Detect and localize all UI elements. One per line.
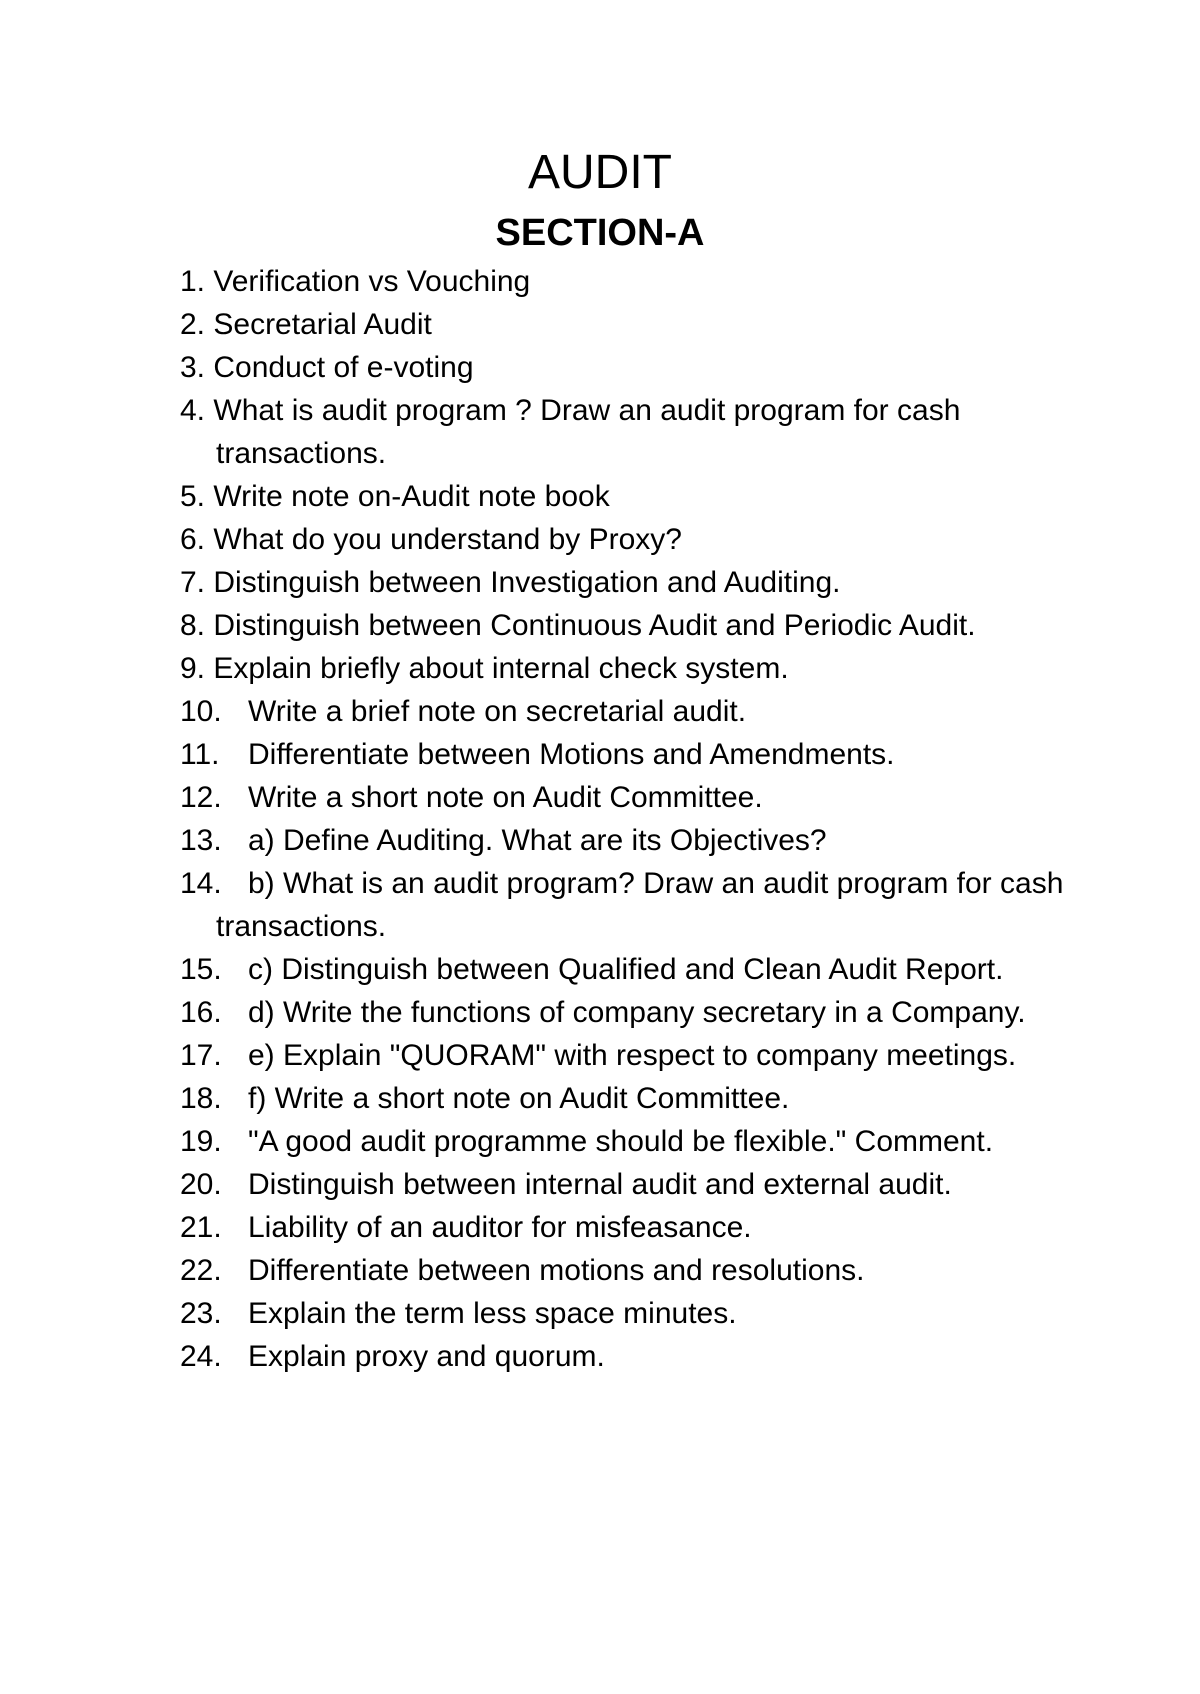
question-item (180, 647, 1080, 690)
question-item (180, 561, 1080, 604)
question-item (180, 1292, 1080, 1335)
question-number: 7. (180, 566, 206, 599)
question-item (180, 1120, 1080, 1163)
question-number: 16. (180, 996, 222, 1029)
question-item (180, 991, 1080, 1034)
question-text: Explain briefly about internal check system. (213, 652, 789, 685)
question-number: 15. (180, 953, 222, 986)
question-item (180, 819, 1080, 862)
question-text: "A good audit programme should be flexible." Comment. (248, 1125, 994, 1158)
question-item (180, 1335, 1080, 1378)
question-item (180, 260, 1080, 303)
question-number: 12. (180, 781, 222, 814)
question-text: d) Write the functions of company secretary in a Company. (248, 996, 1026, 1029)
section-heading: SECTION-A (495, 212, 705, 254)
question-text: Write a brief note on secretarial audit. (248, 695, 747, 728)
question-item (180, 475, 1080, 518)
question-text: Distinguish between internal audit and external audit. (248, 1168, 952, 1201)
question-text: Distinguish between Continuous Audit and Periodic Audit. (213, 609, 976, 642)
question-number: 17. (180, 1039, 222, 1072)
question-list (180, 260, 1080, 1378)
question-item (180, 733, 1080, 776)
question-number: 9. (180, 652, 206, 685)
question-text: Distinguish between Investigation and Auditing. (213, 566, 841, 599)
question-item (180, 690, 1080, 733)
question-text: Liability of an auditor for misfeasance. (248, 1211, 752, 1244)
question-number: 2. (180, 308, 206, 341)
question-number: 10. (180, 695, 222, 728)
question-item (180, 346, 1080, 389)
question-text: Secretarial Audit (213, 308, 432, 341)
question-number: 18. (180, 1082, 222, 1115)
question-item (180, 604, 1080, 647)
question-item (180, 1077, 1080, 1120)
question-number: 11. (180, 738, 220, 771)
question-text: e) Explain "QUORAM" with respect to company meetings. (248, 1039, 1017, 1072)
question-text: c) Distinguish between Qualified and Clean Audit Report. (248, 953, 1004, 986)
question-item (180, 389, 1080, 475)
question-text: What is audit program ? Draw an audit program for cash transactions. (213, 394, 961, 470)
question-text: Verification vs Vouching (213, 265, 531, 298)
question-text: f) Write a short note on Audit Committee. (248, 1082, 790, 1115)
question-number: 22. (180, 1254, 222, 1287)
question-number: 4. (180, 394, 206, 427)
question-number: 24. (180, 1340, 222, 1373)
question-text: Differentiate between Motions and Amendments. (248, 738, 895, 771)
question-item (180, 1249, 1080, 1292)
question-number: 13. (180, 824, 222, 857)
question-number: 8. (180, 609, 206, 642)
question-item (180, 518, 1080, 561)
question-item (180, 1034, 1080, 1077)
question-number: 14. (180, 867, 222, 900)
document-title: AUDIT (528, 146, 672, 199)
question-number: 5. (180, 480, 206, 513)
question-item (180, 303, 1080, 346)
question-number: 19. (180, 1125, 222, 1158)
question-item (180, 862, 1080, 948)
question-item (180, 1163, 1080, 1206)
question-item (180, 1206, 1080, 1249)
question-number: 20. (180, 1168, 222, 1201)
question-text: a) Define Auditing. What are its Objectives? (248, 824, 827, 857)
question-number: 21. (180, 1211, 222, 1244)
question-number: 6. (180, 523, 206, 556)
question-text: What do you understand by Proxy? (213, 523, 682, 556)
question-number: 23. (180, 1297, 222, 1330)
question-item (180, 776, 1080, 819)
question-number: 3. (180, 351, 206, 384)
question-text: Conduct of e-voting (213, 351, 474, 384)
question-text: Explain the term less space minutes. (248, 1297, 737, 1330)
question-number: 1. (180, 265, 206, 298)
question-item (180, 948, 1080, 991)
question-text: Differentiate between motions and resolutions. (248, 1254, 865, 1287)
question-text: Write note on-Audit note book (213, 480, 610, 513)
question-text: Write a short note on Audit Committee. (248, 781, 763, 814)
question-text: b) What is an audit program? Draw an audit program for cash transactions. (216, 867, 1064, 943)
question-text: Explain proxy and quorum. (248, 1340, 605, 1373)
